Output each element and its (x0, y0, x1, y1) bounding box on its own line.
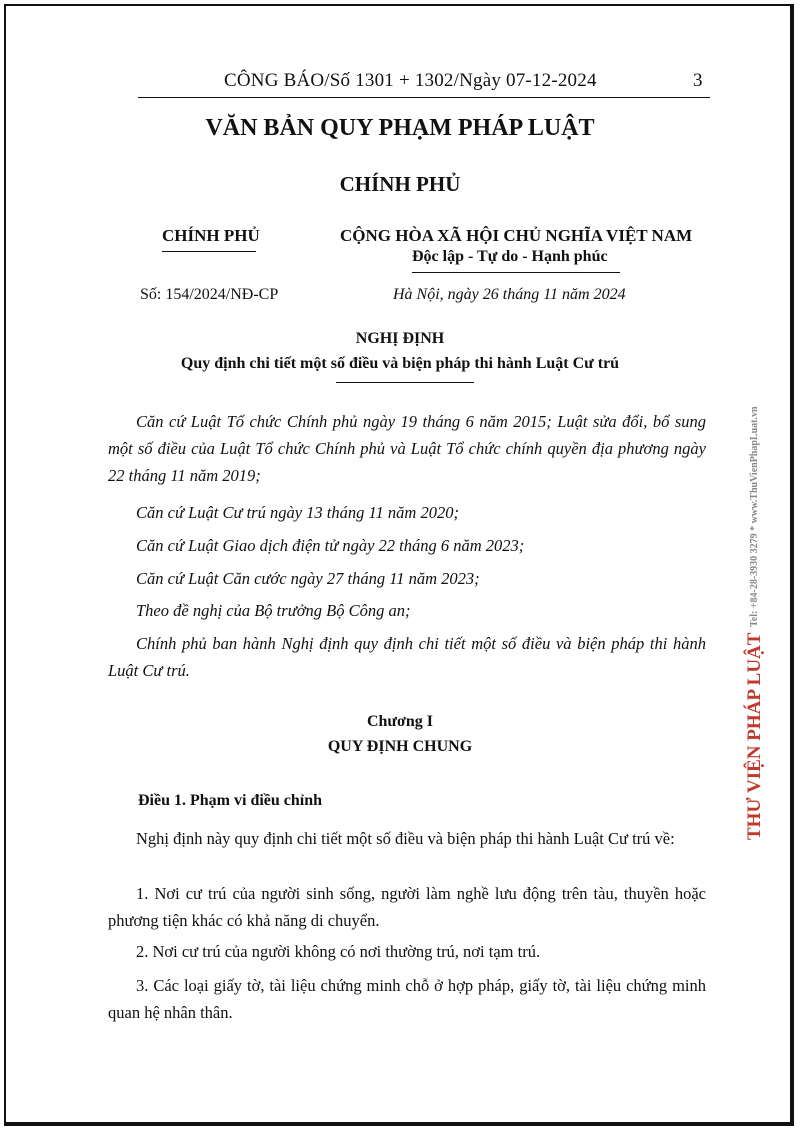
document-type: NGHỊ ĐỊNH (355, 330, 445, 347)
nation-name: CỘNG HÒA XÃ HỘI CHỦ NGHĨA VIỆT NAM (340, 226, 693, 245)
chapter-title: QUY ĐỊNH CHUNG (327, 738, 473, 755)
article-item-text: 1. Nơi cư trú của người sinh sống, người làm nghề lưu động trên tàu, thuyền hoặc phương tiện khác có khả năng di chuyển. (108, 884, 706, 930)
legal-basis-paragraph (108, 630, 706, 684)
page-number: 3 (693, 70, 703, 91)
section-title: VĂN BẢN QUY PHẠM PHÁP LUẬT (205, 115, 595, 141)
legal-basis-paragraph (108, 408, 706, 489)
issuer-underline (162, 251, 256, 252)
legal-basis-text: Căn cứ Luật Căn cước ngày 27 tháng 11 năm 2023; (136, 569, 480, 588)
legal-basis-paragraph (108, 532, 706, 559)
issuer-heading: CHÍNH PHỦ (339, 172, 461, 196)
legal-basis-text: Căn cứ Luật Tổ chức Chính phủ ngày 19 tháng 6 năm 2015; Luật sửa đổi, bổ sung một số điều của Luật Tổ chức Chính phủ và Luật Tổ chức chính quyền địa phương ngày 22 tháng 11 năm 2019; (108, 412, 706, 485)
place-and-date: Hà Nội, ngày 26 tháng 11 năm 2024 (393, 286, 626, 303)
running-header: CÔNG BÁO/Số 1301 + 1302/Ngày 07-12-2024 (224, 70, 597, 91)
article-item-text: 3. Các loại giấy tờ, tài liệu chứng minh chỗ ở hợp pháp, giấy tờ, tài liệu chứng minh quan hệ nhân thân. (108, 976, 706, 1022)
legal-basis-text: Theo đề nghị của Bộ trưởng Bộ Công an; (136, 601, 411, 620)
issuer-name: CHÍNH PHỦ (162, 226, 260, 245)
article-intro-text: Nghị định này quy định chi tiết một số điều và biện pháp thi hành Luật Cư trú về: (136, 829, 675, 848)
chapter-number: Chương I (366, 713, 434, 730)
legal-basis-paragraph (108, 499, 706, 526)
legal-basis-text: Căn cứ Luật Cư trú ngày 13 tháng 11 năm 2020; (136, 503, 459, 522)
watermark-brand: THƯ VIỆN PHÁP LUẬT (744, 632, 765, 840)
header-rule (138, 97, 710, 98)
document-number: Số: 154/2024/NĐ-CP (140, 286, 279, 303)
subject-underline (336, 382, 474, 383)
legal-basis-text: Căn cứ Luật Giao dịch điện tử ngày 22 tháng 6 năm 2023; (136, 536, 525, 555)
motto-underline (412, 272, 620, 273)
article-intro (108, 825, 706, 852)
document-subject: Quy định chi tiết một số điều và biện pháp thi hành Luật Cư trú (180, 355, 620, 372)
national-motto: Độc lập - Tự do - Hạnh phúc (412, 248, 608, 265)
article-item-text: 2. Nơi cư trú của người không có nơi thường trú, nơi tạm trú. (136, 942, 541, 961)
legal-basis-text: Chính phủ ban hành Nghị định quy định chi tiết một số điều và biện pháp thi hành Luật Cư trú. (108, 634, 706, 680)
article-title: Điều 1. Phạm vi điều chỉnh (138, 792, 323, 809)
article-item (108, 938, 706, 965)
article-item (108, 972, 706, 1026)
legal-basis-paragraph (108, 565, 706, 592)
publisher-watermark (744, 300, 796, 840)
watermark-contact: Tel: +84-28-3930 3279 * www.ThuVienPhapLuat.vn (749, 406, 760, 627)
article-item (108, 880, 706, 934)
legal-basis-paragraph (108, 597, 706, 624)
